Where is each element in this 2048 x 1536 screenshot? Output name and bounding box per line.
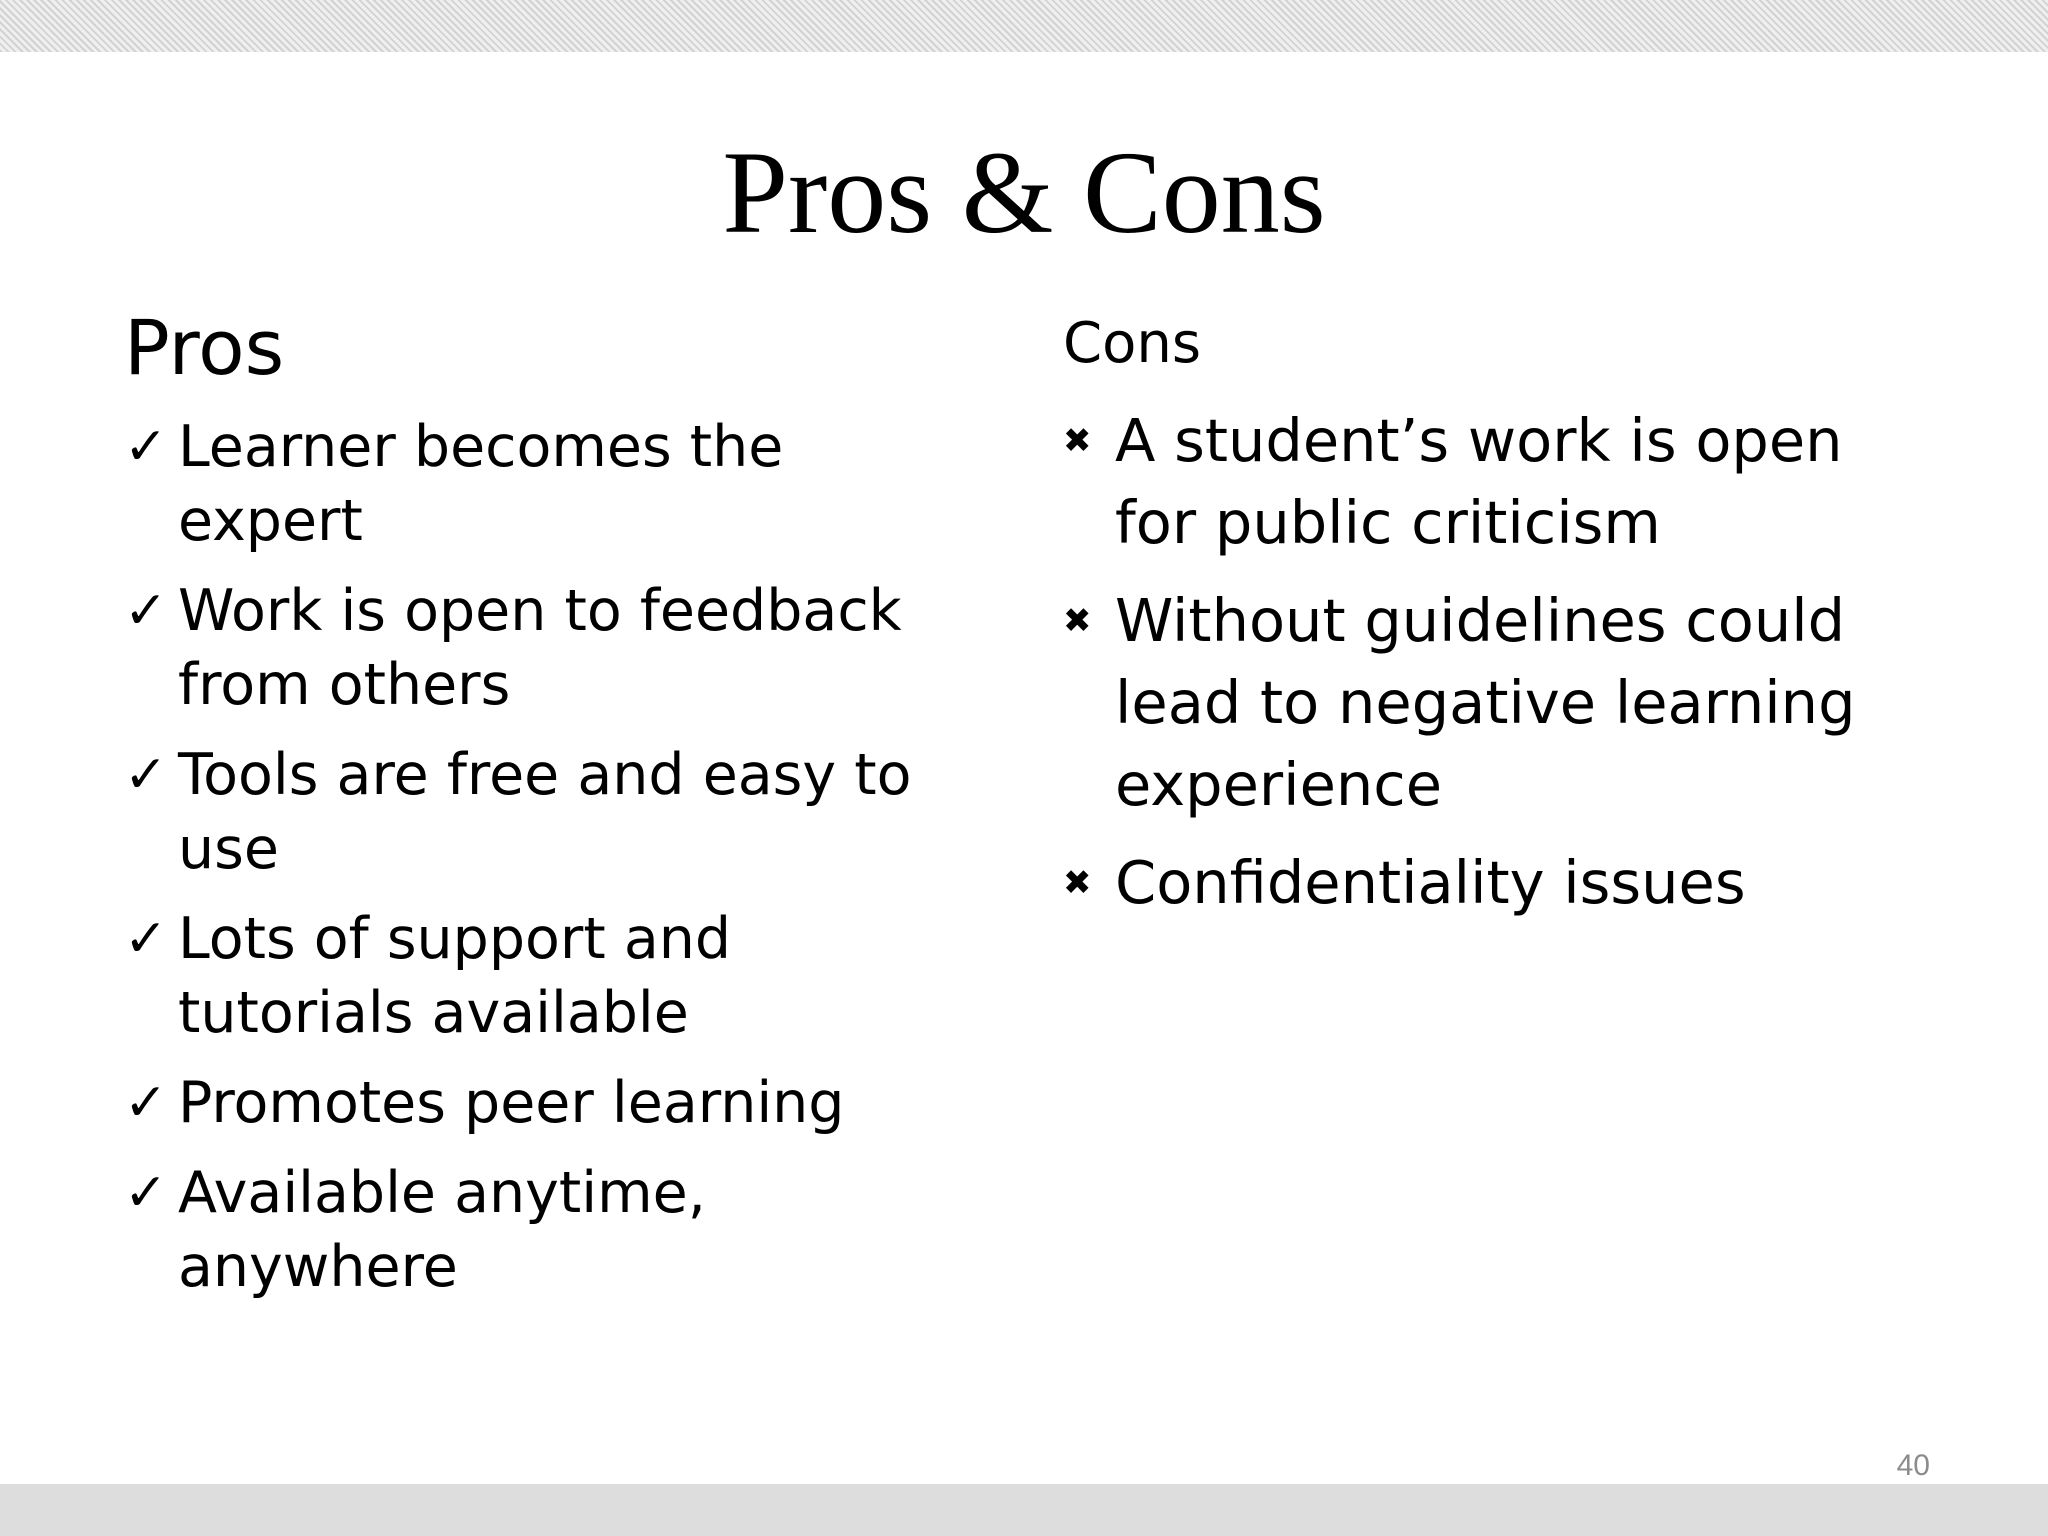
check-icon: ✓ (124, 1073, 168, 1133)
cons-item-text: A student’s work is open for public criticism (1115, 406, 1843, 557)
pros-heading: Pros (124, 303, 285, 392)
cons-list-item (1063, 580, 1883, 826)
pros-item-text: Promotes peer learning (178, 1070, 845, 1136)
check-icon: ✓ (124, 417, 168, 477)
cons-item-text: Without guidelines could lead to negative learning experience (1115, 586, 1856, 819)
cons-item-text: Confidentiality issues (1115, 848, 1746, 917)
check-icon: ✓ (124, 745, 168, 805)
cross-icon: ✖ (1063, 863, 1092, 903)
pros-item-text: Available anytime, anywhere (178, 1160, 706, 1300)
pros-list-item (124, 574, 944, 722)
check-icon: ✓ (124, 1163, 168, 1223)
bottom-band (0, 1484, 2048, 1536)
pros-item-text: Tools are free and easy to use (178, 742, 912, 882)
cross-icon: ✖ (1063, 601, 1092, 641)
cross-icon: ✖ (1063, 421, 1092, 461)
check-icon: ✓ (124, 909, 168, 969)
pros-list-item (124, 902, 944, 1050)
top-decorative-band (0, 0, 2048, 52)
pros-list-item (124, 738, 944, 886)
pros-item-text: Lots of support and tutorials available (178, 906, 732, 1046)
pros-list-item (124, 1066, 944, 1140)
cons-heading: Cons (1063, 311, 1202, 376)
cons-list-item (1063, 400, 1883, 564)
slide-title: Pros & Cons (722, 127, 1326, 258)
pros-list-item (124, 1156, 944, 1304)
page-number: 40 (1896, 1449, 1930, 1482)
cons-list (1063, 400, 1883, 940)
pros-list (124, 410, 944, 1320)
pros-list-item (124, 410, 944, 558)
pros-item-text: Learner becomes the expert (178, 414, 784, 554)
pros-item-text: Work is open to feedback from others (178, 578, 902, 718)
check-icon: ✓ (124, 581, 168, 641)
cons-list-item (1063, 842, 1883, 924)
